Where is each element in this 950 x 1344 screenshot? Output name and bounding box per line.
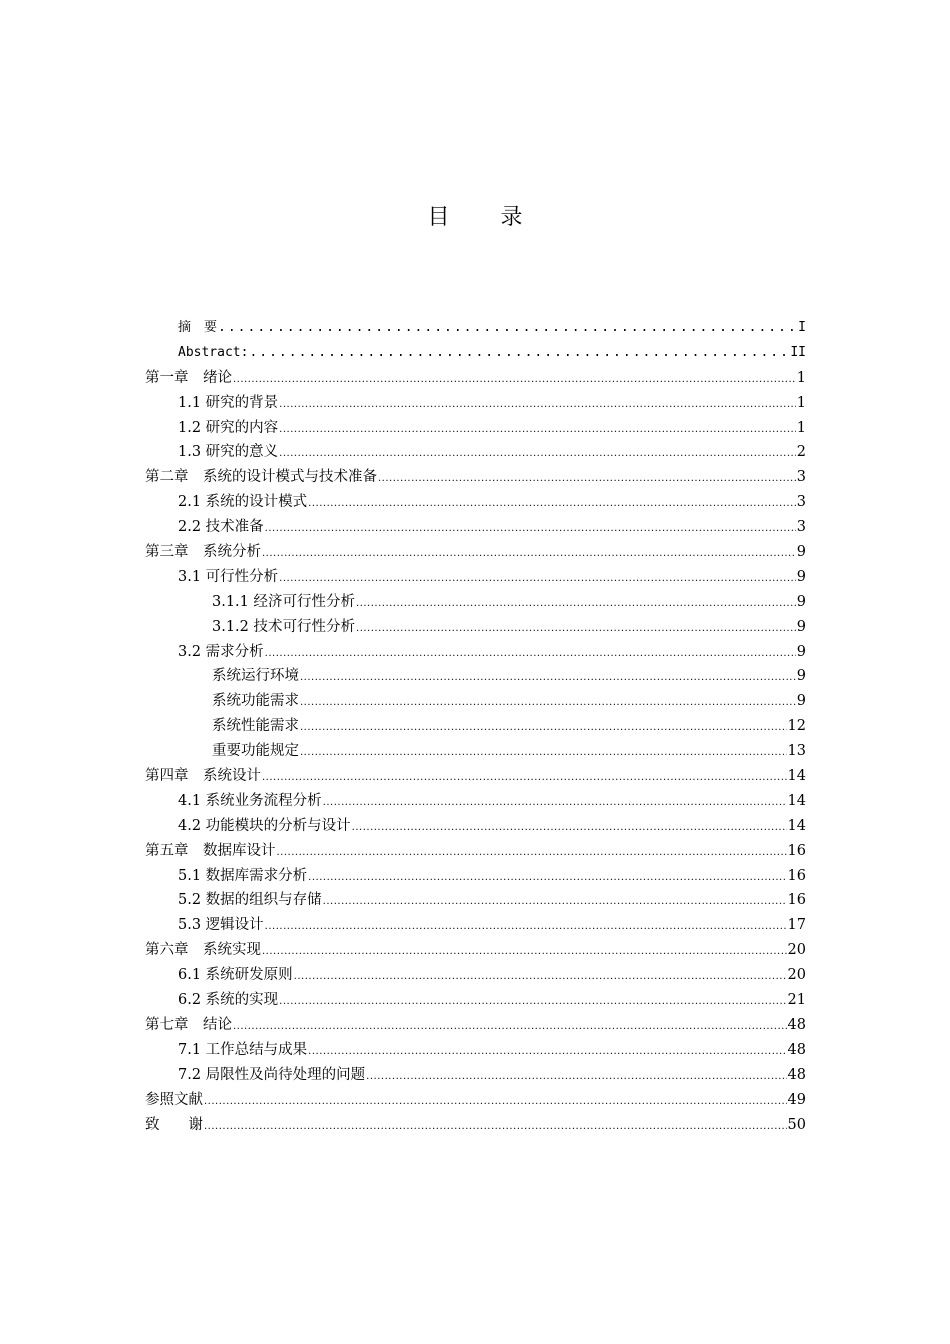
toc-entry[interactable] [145, 764, 806, 789]
toc-entry-page-number: 16 [787, 892, 806, 909]
toc-entry-label: 3.1.1 经济可行性分析 [212, 593, 356, 610]
toc-entry-label: 第七章 结论 [145, 1016, 232, 1033]
toc-entry-label: 7.2 局限性及尚待处理的问题 [178, 1066, 366, 1083]
toc-entry-label: 第三章 系统分析 [145, 544, 261, 561]
toc-entry-label: 摘 要 [178, 320, 218, 335]
toc-entry-label: 4.1 系统业务流程分析 [178, 792, 322, 809]
toc-entry[interactable] [145, 963, 806, 988]
toc-entry-page-number: 1 [796, 419, 806, 436]
toc-dot-leader [265, 642, 796, 665]
toc-entry[interactable] [145, 1063, 806, 1088]
toc-entry[interactable] [145, 1013, 806, 1038]
toc-dot-leader [262, 542, 796, 565]
toc-entry-page-number: 48 [787, 1041, 806, 1058]
toc-entry-label: 5.3 逻辑设计 [178, 917, 264, 934]
toc-dot-leader [279, 442, 796, 465]
toc-dot-leader [262, 766, 787, 789]
toc-entry-page-number: I [798, 320, 806, 335]
toc-entry-label: 5.2 数据的组织与存储 [178, 892, 322, 909]
toc-entry-label: 1.3 研究的意义 [178, 444, 279, 461]
toc-entry[interactable] [145, 1088, 806, 1113]
toc-entry-label: 致 谢 [145, 1116, 203, 1133]
toc-entry-page-number: 9 [796, 693, 806, 710]
toc-entry-page-number: 50 [787, 1116, 806, 1133]
toc-entry-page-number: 14 [787, 817, 806, 834]
toc-entry[interactable] [145, 366, 806, 391]
toc-entry-label: 5.1 数据库需求分析 [178, 867, 308, 884]
toc-entry-label: 6.1 系统研发原则 [178, 967, 293, 984]
toc-entry-label: 第五章 数据库设计 [145, 842, 276, 859]
toc-entry-label: 3.2 需求分析 [178, 643, 264, 660]
toc-entry-page-number: 3 [796, 469, 806, 486]
toc-entry-page-number: 12 [787, 718, 806, 735]
toc-entry-page-number: 1 [796, 369, 806, 386]
toc-entry-label: 第六章 系统实现 [145, 942, 261, 959]
toc-entry-page-number: 49 [787, 1091, 806, 1108]
toc-entry[interactable] [145, 590, 806, 615]
toc-entry-label: 第一章 绪论 [145, 369, 232, 386]
page-title: 目 录 [427, 205, 545, 230]
toc-entry-page-number: 20 [787, 942, 806, 959]
toc-entry-label: 1.1 研究的背景 [178, 394, 279, 411]
toc-entry[interactable] [145, 490, 806, 515]
toc-dot-leader [233, 368, 796, 391]
toc-dot-leader [378, 467, 796, 490]
toc-entry[interactable] [145, 789, 806, 814]
toc-dot-leader [323, 791, 787, 814]
toc-dot-leader [356, 592, 796, 615]
toc-entry[interactable] [145, 615, 806, 640]
toc-entry-label: 6.2 系统的实现 [178, 992, 279, 1009]
toc-dot-leader [262, 940, 787, 963]
toc-entry[interactable] [145, 515, 806, 540]
toc-entry-page-number: II [790, 344, 806, 360]
toc-entry[interactable] [145, 565, 806, 590]
toc-entry-label: 重要功能规定 [212, 743, 299, 760]
toc-dot-leader [279, 393, 796, 416]
toc-entry-label: 系统性能需求 [212, 718, 299, 735]
toc-dot-leader [356, 617, 796, 640]
toc-entry-label: 3.1 可行性分析 [178, 568, 279, 585]
toc-entry-page-number: 48 [787, 1066, 806, 1083]
toc-entry-label: 2.2 技术准备 [178, 519, 264, 536]
toc-entry-page-number: 13 [787, 743, 806, 760]
toc-entry-page-number: 3 [796, 494, 806, 511]
toc-entry-page-number: 9 [796, 643, 806, 660]
toc-dot-leader [300, 716, 787, 739]
toc-entry[interactable] [145, 640, 806, 665]
toc-entry-label: 3.1.2 技术可行性分析 [212, 618, 356, 635]
toc-dot-leader [265, 517, 796, 540]
toc-dot-leader [308, 866, 786, 889]
toc-entry-page-number: 20 [787, 967, 806, 984]
toc-dot-leader [249, 341, 789, 366]
toc-dot-leader [265, 915, 787, 938]
toc-entry-page-number: 14 [787, 768, 806, 785]
toc-dot-leader [366, 1065, 786, 1088]
toc-entry[interactable] [145, 913, 806, 938]
toc-entry[interactable] [145, 391, 806, 416]
toc-dot-leader [352, 816, 787, 839]
toc-entry[interactable] [145, 689, 806, 714]
toc-entry-label: Abstract: [178, 344, 249, 360]
toc-entry-label: 2.1 系统的设计模式 [178, 494, 308, 511]
toc-entry[interactable] [145, 814, 806, 839]
toc-entry[interactable] [145, 988, 806, 1013]
toc-entry-page-number: 48 [787, 1016, 806, 1033]
toc-entry-label: 系统运行环境 [212, 668, 299, 685]
toc-dot-leader [300, 666, 796, 689]
toc-dot-leader [233, 1015, 787, 1038]
toc-dot-leader [308, 1040, 786, 1063]
toc-dot-leader [279, 418, 796, 441]
toc-dot-leader [294, 965, 787, 988]
toc-entry[interactable] [145, 416, 806, 441]
toc-dot-leader [279, 990, 786, 1013]
toc-entry-page-number: 21 [787, 992, 806, 1009]
toc-entry[interactable] [145, 316, 806, 341]
toc-entry[interactable] [145, 739, 806, 764]
toc-entry-page-number: 14 [787, 792, 806, 809]
toc-entry-page-number: 9 [796, 593, 806, 610]
toc-entry-label: 7.1 工作总结与成果 [178, 1041, 308, 1058]
toc-entry[interactable] [145, 864, 806, 889]
toc-entry-label: 4.2 功能模块的分析与设计 [178, 817, 351, 834]
toc-dot-leader [204, 1115, 787, 1138]
toc-dot-leader [218, 316, 797, 341]
toc-dot-leader [279, 567, 796, 590]
toc-entry[interactable] [145, 440, 806, 465]
toc-entry[interactable] [145, 465, 806, 490]
toc-entry-page-number: 9 [796, 544, 806, 561]
toc-entry-page-number: 2 [796, 444, 806, 461]
toc-entry-page-number: 1 [796, 394, 806, 411]
toc-entry[interactable] [145, 341, 806, 366]
toc-dot-leader [300, 741, 787, 764]
toc-entry-page-number: 9 [796, 568, 806, 585]
toc-entry-label: 系统功能需求 [212, 693, 299, 710]
toc-entry-label: 参照文献 [145, 1091, 203, 1108]
toc-entry-page-number: 9 [796, 618, 806, 635]
toc-entry[interactable] [145, 540, 806, 565]
toc-entry-page-number: 3 [796, 519, 806, 536]
toc-entry[interactable] [145, 839, 806, 864]
toc-entry[interactable] [145, 714, 806, 739]
toc-dot-leader [300, 691, 796, 714]
toc-dot-leader [323, 890, 787, 913]
toc-entry-page-number: 9 [796, 668, 806, 685]
toc-entry-page-number: 16 [787, 867, 806, 884]
toc-entry[interactable] [145, 664, 806, 689]
toc-dot-leader [308, 492, 796, 515]
toc-entry-label: 第二章 系统的设计模式与技术准备 [145, 469, 377, 486]
toc-entry-page-number: 16 [787, 842, 806, 859]
table-of-contents [145, 316, 806, 1137]
toc-entry-page-number: 17 [787, 917, 806, 934]
toc-dot-leader [204, 1090, 787, 1113]
toc-entry-label: 第四章 系统设计 [145, 768, 261, 785]
toc-entry[interactable] [145, 938, 806, 963]
toc-entry[interactable] [145, 1038, 806, 1063]
toc-entry[interactable] [145, 1113, 806, 1138]
toc-dot-leader [277, 841, 787, 864]
toc-entry-label: 1.2 研究的内容 [178, 419, 279, 436]
toc-entry[interactable] [145, 888, 806, 913]
